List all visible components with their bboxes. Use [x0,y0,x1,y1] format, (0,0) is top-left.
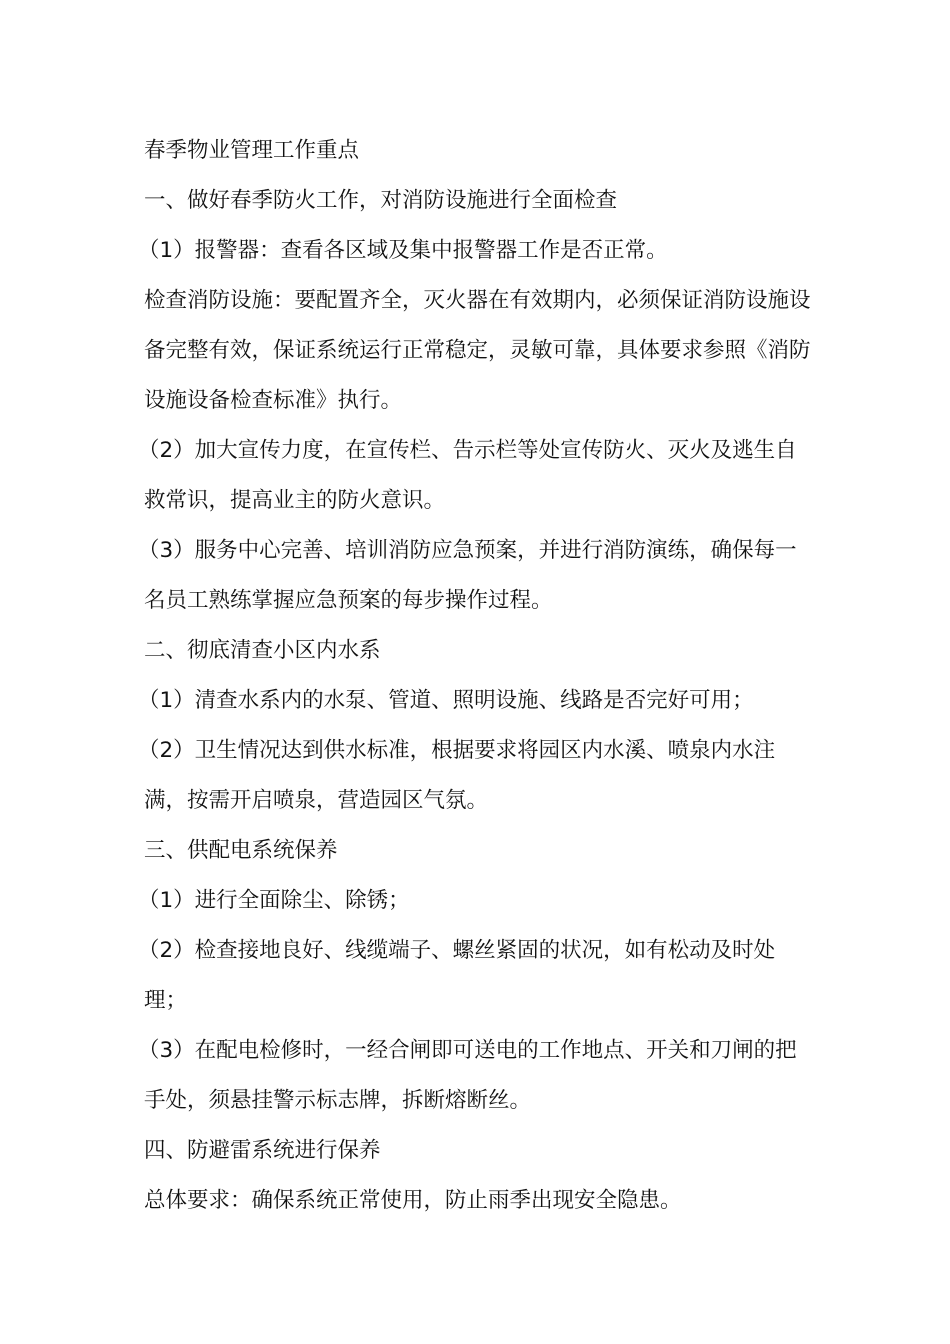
section-heading-1: 一、做好春季防火工作，对消防设施进行全面检查 [144,188,618,213]
list-item: （2）检查接地良好、线缆端子、螺丝紧固的状况，如有松动及时处理； [138,938,776,1013]
list-item: （3）服务中心完善、培训消防应急预案，并进行消防演练，确保每一名员工熟练掌握应急预案的每步操作过程。 [138,538,797,613]
list-item: （3）在配电检修时，一经合闸即可送电的工作地点、开关和刀闸的把手处，须悬挂警示标志牌，拆断熔断丝。 [138,1038,797,1113]
section-heading-3: 三、供配电系统保养 [144,838,338,863]
list-item: （1）清查水系内的水泵、管道、照明设施、线路是否完好可用； [138,688,754,713]
list-item: （1）报警器：查看各区域及集中报警器工作是否正常。 [138,238,668,263]
paragraph: 检查消防设施：要配置齐全，灭火器在有效期内，必须保证消防设施设备完整有效，保证系统运行正常稳定，灵敏可靠，具体要求参照《消防设施设备检查标准》执行。 [144,288,811,413]
section-heading-4: 四、防避雷系统进行保养 [144,1138,381,1163]
paragraph: 总体要求：确保系统正常使用，防止雨季出现安全隐患。 [144,1188,682,1213]
list-item: （2）加大宣传力度，在宣传栏、告示栏等处宣传防火、灭火及逃生自救常识，提高业主的防火意识。 [138,438,797,513]
document-body [138,126,812,1226]
list-item: （2）卫生情况达到供水标准，根据要求将园区内水溪、喷泉内水注满，按需开启喷泉，营造园区气氛。 [138,738,776,813]
section-heading-2: 二、彻底清查小区内水系 [144,638,381,663]
list-item: （1）进行全面除尘、除锈； [138,888,410,913]
document-title: 春季物业管理工作重点 [144,138,360,163]
